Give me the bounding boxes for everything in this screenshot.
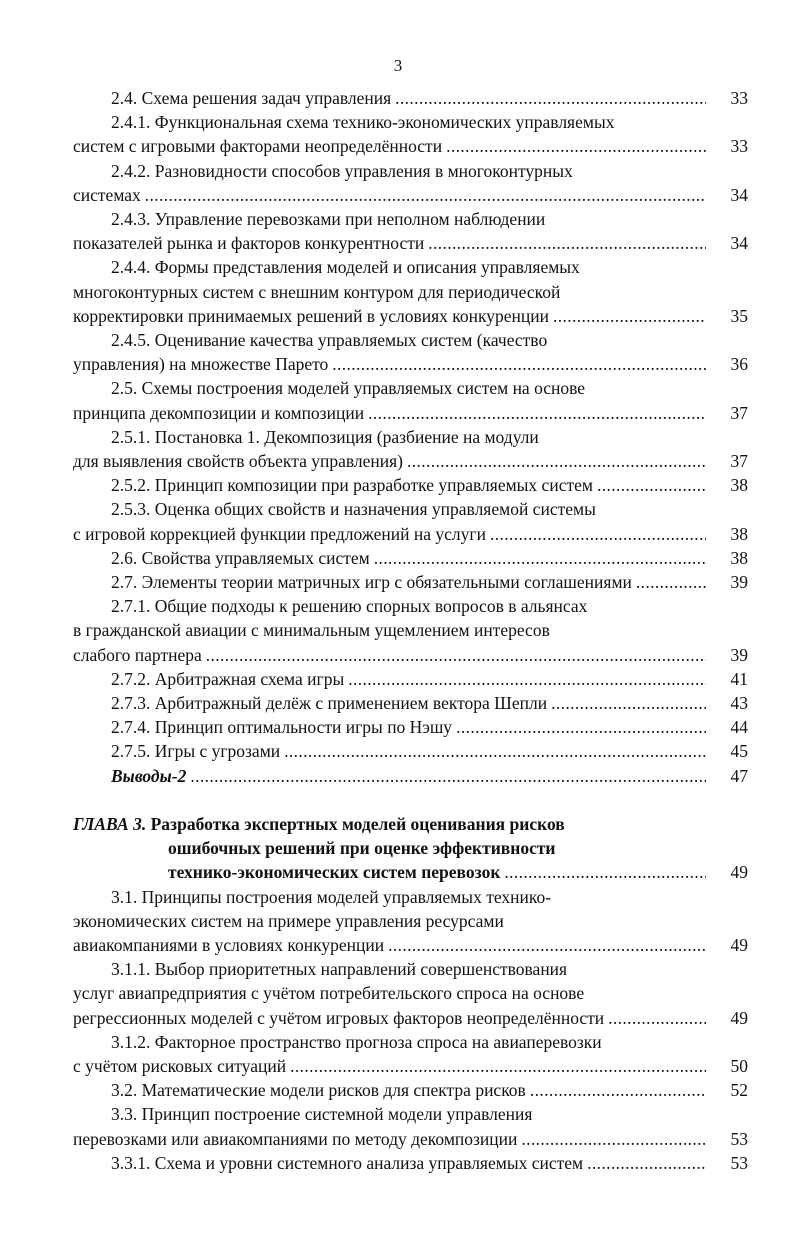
dot-leader [521, 1127, 706, 1151]
toc-entry-text: в гражданской авиации с минимальным ущемлением интересов [73, 620, 550, 641]
toc-entry[interactable] [73, 255, 748, 328]
toc-entry-text: принципа декомпозиции и композиции [73, 402, 365, 423]
toc-entry[interactable] [73, 1102, 748, 1150]
dot-leader [504, 860, 706, 884]
toc-entry-text: с игровой коррекцией функции предложений на услуги [73, 523, 486, 544]
toc-section-3 [73, 885, 748, 1175]
toc-entry-text: с учётом рисковых ситуаций [73, 1055, 287, 1076]
toc-entry-text: 2.7. Элементы теории матричных игр с обязательными соглашениями [111, 572, 632, 593]
toc-entry[interactable] [73, 110, 748, 158]
page-ref: 45 [730, 741, 748, 762]
toc-entry-text: 2.7.4. Принцип оптимальности игры по Нэшу [111, 717, 453, 738]
toc-entry[interactable] [73, 957, 748, 1030]
page-ref: 49 [730, 862, 748, 883]
toc-entry[interactable] [73, 546, 748, 570]
toc-entry-text: регрессионных моделей с учётом игровых факторов неопределённости [73, 1007, 605, 1028]
toc-entry[interactable] [73, 1151, 748, 1175]
page-ref: 52 [730, 1080, 748, 1101]
page-ref: 38 [730, 523, 748, 544]
dot-leader [368, 401, 706, 425]
toc-entry-text: 2.4. Схема решения задач управления [111, 88, 392, 108]
toc-entry-text: 2.4.3. Управление перевозками при неполном наблюдении [111, 209, 546, 230]
chapter-title-line: ошибочных решений при оценке эффективности [168, 838, 556, 859]
page-ref: 37 [730, 402, 748, 423]
toc-entry-text: 3.2. Математические модели рисков для спектра рисков [111, 1080, 526, 1101]
toc-entry-text: систем с игровыми факторами неопределённости [73, 136, 443, 157]
page-ref: 36 [730, 354, 748, 375]
toc-entry-text: системах [73, 184, 141, 205]
page-ref: 37 [730, 451, 748, 472]
page-ref: 38 [730, 547, 748, 568]
toc-entry-text: многоконтурных систем с внешним контуром для периодической [73, 281, 561, 302]
page-ref: 49 [730, 1007, 748, 1028]
toc-entry-text: 2.7.5. Игры с угрозами [111, 741, 281, 762]
toc-entry[interactable] [73, 497, 748, 545]
toc-entry[interactable] [73, 570, 748, 594]
toc-entry-text: 2.4.5. Оценивание качества управляемых систем (качество [111, 330, 548, 351]
toc-entry-text: для выявления свойств объекта управления) [73, 451, 403, 472]
page-ref: 47 [730, 765, 748, 786]
toc-entry-text: 3.3.1. Схема и уровни системного анализа управляемых систем [111, 1152, 584, 1173]
toc-entry-text: авиакомпаниями в условиях конкуренции [73, 934, 385, 955]
toc-entry-text: 2.7.1. Общие подходы к решению спорных вопросов в альянсах [111, 596, 588, 617]
dot-leader [608, 1006, 706, 1030]
toc-section-2 [73, 86, 748, 788]
toc-entry[interactable] [73, 425, 748, 473]
toc-entry[interactable] [73, 594, 748, 667]
dot-leader [446, 134, 706, 158]
toc-entry[interactable] [73, 1030, 748, 1078]
dot-leader [332, 352, 706, 376]
page-ref: 50 [730, 1055, 748, 1076]
page-ref: 35 [730, 305, 748, 326]
page-ref: 34 [730, 233, 748, 254]
toc-entry-text: 3.1. Принципы построения моделей управляемых технико- [111, 886, 552, 907]
toc-entry-text: показателей рынка и факторов конкурентности [73, 233, 425, 254]
toc-entry-text: перевозками или авиакомпаниями по методу декомпозиции [73, 1128, 518, 1149]
table-of-contents [73, 86, 748, 1175]
toc-entry[interactable] [73, 86, 748, 110]
toc-entry-text: 2.4.1. Функциональная схема технико-экономических управляемых [111, 112, 615, 133]
toc-entry-text: 3.3. Принцип построение системной модели управления [111, 1104, 533, 1125]
chapter-title-line: Разработка экспертных моделей оценивания рисков [150, 813, 565, 834]
dot-leader [290, 1054, 706, 1078]
toc-entry[interactable] [73, 885, 748, 958]
toc-entry-text: 2.5.1. Постановка 1. Декомпозиция (разбиение на модули [111, 426, 539, 447]
dot-leader [374, 546, 706, 570]
page-ref: 33 [730, 136, 748, 157]
dot-leader [407, 449, 706, 473]
dot-leader [597, 473, 706, 497]
dot-leader [428, 231, 706, 255]
dot-leader [388, 933, 706, 957]
toc-entry-text: управления) на множестве Парето [73, 354, 329, 375]
dot-leader [456, 715, 706, 739]
dot-leader [206, 643, 706, 667]
dot-leader [490, 522, 706, 546]
dot-leader [551, 691, 706, 715]
toc-entry[interactable] [73, 376, 748, 424]
toc-entry-text: корректировки принимаемых решений в условиях конкуренции [73, 305, 549, 326]
toc-entry-text: 2.7.2. Арбитражная схема игры [111, 668, 345, 689]
page-ref: 34 [730, 184, 748, 205]
page-ref: 49 [730, 934, 748, 955]
toc-entry-text: 2.5.2. Принцип композиции при разработке управляемых систем [111, 475, 593, 496]
toc-entry[interactable] [73, 159, 748, 207]
page-ref: 39 [730, 644, 748, 665]
toc-entry[interactable] [73, 1078, 748, 1102]
toc-entry[interactable] [73, 667, 748, 691]
toc-entry-text: экономических систем на примере управления ресурсами [73, 910, 504, 931]
dot-leader [190, 764, 706, 788]
toc-entry-text: 3.1.2. Факторное пространство прогноза спроса на авиаперевозки [111, 1031, 602, 1052]
toc-entry-text: услуг авиапредприятия с учётом потребительского спроса на основе [73, 983, 585, 1004]
page-ref: 44 [730, 717, 748, 738]
toc-entry-text: слабого партнера [73, 644, 202, 665]
toc-entry[interactable] [73, 328, 748, 376]
page-ref: 43 [730, 693, 748, 714]
toc-entry-text: 2.5. Схемы построения моделей управляемых систем на основе [111, 378, 586, 399]
toc-entry[interactable] [73, 691, 748, 715]
toc-chapter-3 [73, 812, 748, 885]
toc-entry-text: 2.4.2. Разновидности способов управления в многоконтурных [111, 160, 573, 181]
page-ref: 33 [730, 88, 748, 108]
toc-entry[interactable] [73, 715, 748, 739]
dot-leader [587, 1151, 706, 1175]
page-ref: 41 [730, 668, 748, 689]
toc-entry[interactable] [73, 764, 748, 788]
dot-leader [553, 304, 706, 328]
toc-entry-text: 2.7.3. Арбитражный делёж с применением вектора Шепли [111, 693, 548, 714]
dot-leader [145, 183, 706, 207]
page-number: 3 [393, 56, 403, 75]
dot-leader [284, 739, 706, 763]
dot-leader [395, 86, 706, 110]
toc-entry-text: 2.5.3. Оценка общих свойств и назначения управляемой системы [111, 499, 596, 520]
page-ref: 53 [730, 1128, 748, 1149]
page-ref: 38 [730, 475, 748, 496]
toc-entry[interactable] [73, 207, 748, 255]
toc-entry[interactable] [73, 739, 748, 763]
toc-entry-text: Выводы-2 [111, 765, 187, 786]
dot-leader [348, 667, 706, 691]
toc-entry[interactable] [73, 473, 748, 497]
chapter-label: ГЛАВА 3. [73, 813, 147, 834]
dot-leader [530, 1078, 706, 1102]
spacer [73, 788, 748, 812]
page-ref: 39 [730, 572, 748, 593]
dot-leader [636, 570, 706, 594]
toc-entry-text: 2.6. Свойства управляемых систем [111, 547, 370, 568]
page-ref: 53 [730, 1152, 748, 1173]
toc-entry-text: 2.4.4. Формы представления моделей и описания управляемых [111, 257, 580, 278]
toc-entry-text: 3.1.1. Выбор приоритетных направлений совершенствования [111, 959, 568, 980]
chapter-title-line: технико-экономических систем перевозок [168, 862, 501, 883]
